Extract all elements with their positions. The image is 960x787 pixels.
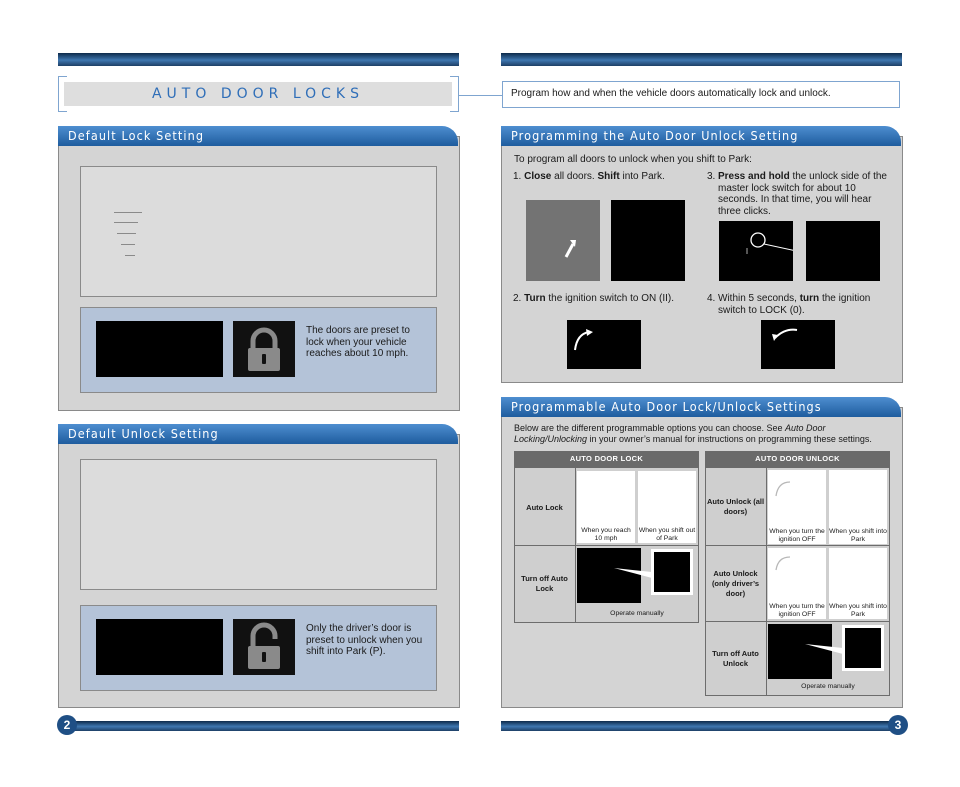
auto-lock-pointer — [612, 566, 652, 580]
auto-unlock-pointer — [803, 642, 843, 656]
auto-unlock-all-label: Auto Unlock (all doors) — [706, 497, 765, 516]
step-3: 3. Press and hold the unlock side of the master lock switch for about 10 seconds. In that time, you will hear three clicks. — [707, 171, 887, 217]
step-1: 1. Close all doors. Shift into Park. — [513, 171, 665, 182]
ignition-on-photo — [567, 320, 641, 369]
switch-closeup-photo — [806, 221, 880, 281]
top-bar-left — [58, 53, 459, 66]
page-number-right: 3 — [888, 715, 908, 735]
bottom-bar-left — [68, 721, 459, 731]
lock-closed-icon — [233, 321, 295, 377]
auto-unlock-driver-caption-park: When you shift into Park — [829, 603, 887, 618]
unlock-note-text: Only the driver’s door is preset to unlock when you shift into Park (P). — [306, 623, 423, 657]
auto-lock-caption-manual: Operate manually — [610, 610, 664, 617]
auto-lock-table-header: AUTO DOOR LOCK — [514, 451, 699, 468]
programming-intro: To program all doors to unlock when you shift to Park: — [514, 154, 752, 165]
auto-lock-caption-shift: When you shift out of Park — [638, 527, 696, 542]
unlock-photo — [96, 619, 223, 675]
programming-heading: Programming the Auto Door Unlock Setting — [501, 126, 901, 146]
ignition-lock-photo — [761, 320, 835, 369]
lock-figure-frame — [80, 166, 437, 297]
auto-unlock-caption-manual: Operate manually — [801, 683, 855, 690]
options-heading: Programmable Auto Door Lock/Unlock Settings — [501, 397, 901, 417]
unlock-setting-heading: Default Unlock Setting — [58, 424, 458, 444]
auto-unlock-table-header: AUTO DOOR UNLOCK — [705, 451, 890, 468]
shifter-photo — [526, 200, 600, 281]
auto-unlock-manual-inset — [842, 625, 884, 671]
title-connector — [459, 95, 502, 96]
auto-lock-manual-inset — [651, 549, 693, 595]
lock-photo — [96, 321, 223, 377]
auto-lock-off-label: Turn off Auto Lock — [521, 574, 568, 593]
step-2: 2. Turn the ignition switch to ON (II). — [513, 293, 674, 304]
auto-unlock-driver-label: Auto Unlock (only driver’s door) — [711, 569, 760, 598]
lock-open-icon — [233, 619, 295, 675]
lock-setting-heading: Default Lock Setting — [58, 126, 458, 146]
page-title: AUTO DOOR LOCKS — [151, 86, 364, 102]
auto-lock-caption-10mph: When you reach 10 mph — [581, 527, 631, 542]
unlock-figure-frame — [80, 459, 437, 590]
auto-unlock-all-caption-park: When you shift into Park — [829, 528, 887, 543]
intro-text: Program how and when the vehicle doors automatically lock and unlock. — [511, 88, 831, 99]
bottom-bar-right — [501, 721, 893, 731]
auto-unlock-off-label: Turn off Auto Unlock — [712, 649, 759, 668]
doors-photo — [611, 200, 685, 281]
options-intro: Below are the different programmable options you can choose. See Auto Door Locking/Unlocking in your owner’s manual for instructions on programming these settings. — [514, 423, 872, 444]
master-switch-photo — [719, 221, 793, 281]
step-4: 4. Within 5 seconds, turn the ignition switch to LOCK (0). — [707, 293, 871, 316]
page-number-left: 2 — [57, 715, 77, 735]
auto-unlock-all-caption-ignition: When you turn the ignition OFF — [769, 528, 825, 543]
lock-note-text: The doors are preset to lock when your vehicle reaches about 10 mph. — [306, 325, 410, 359]
auto-unlock-driver-caption-ignition: When you turn the ignition OFF — [769, 603, 825, 618]
auto-lock-label: Auto Lock — [526, 503, 563, 512]
top-bar-right — [501, 53, 902, 66]
